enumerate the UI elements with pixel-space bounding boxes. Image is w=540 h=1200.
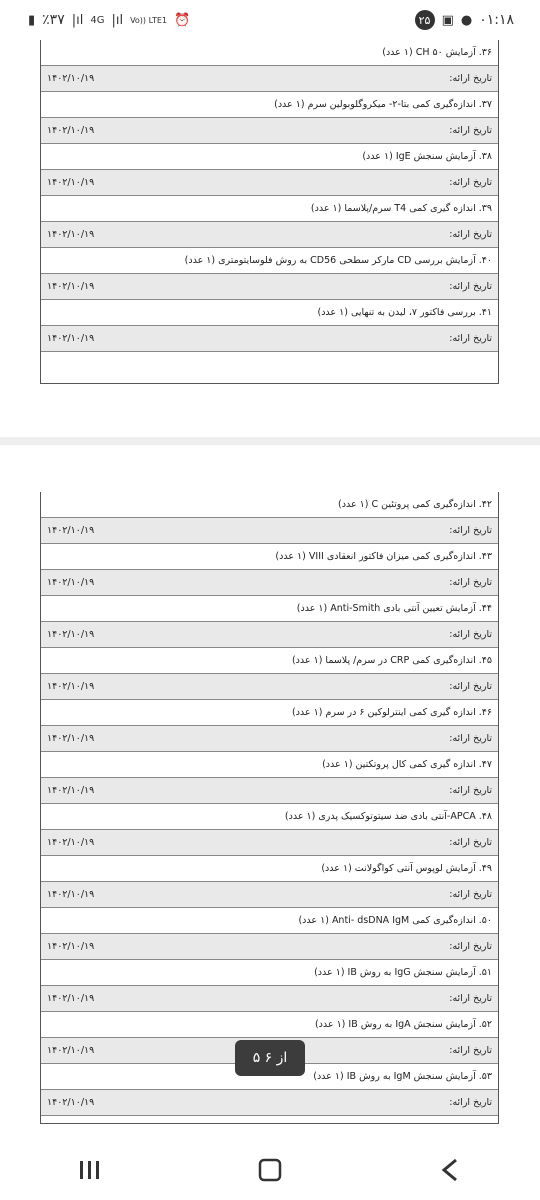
test-item: [41, 92, 498, 118]
test-item: [41, 648, 498, 674]
status-left: [28, 12, 190, 28]
test-item: [41, 40, 498, 66]
test-item-text: ۴۷. اندازه گیری کمی کال پروتکتین (۱ عدد): [322, 759, 492, 770]
battery-level: ٪۳۷: [42, 12, 65, 28]
battery-icon: ▮: [28, 12, 36, 28]
date-row: [41, 778, 498, 804]
signal-icon: |ıl: [71, 12, 84, 28]
date-label: تاریخ ارائه:: [449, 281, 492, 292]
test-item: [41, 804, 498, 830]
notification-badge: ۲۵: [415, 10, 435, 30]
date-label: تاریخ ارائه:: [449, 629, 492, 640]
back-icon: [438, 1157, 462, 1183]
date-label: تاریخ ارائه:: [449, 889, 492, 900]
test-item: [41, 752, 498, 778]
test-item-text: ۴۹. آزمایش لوپوس آنتی کواگولانت (۱ عدد): [321, 863, 492, 874]
test-item-text: ۳۷. اندازه‌گیری کمی بتا-۲- میکروگلوبولین سرم (۱ عدد): [274, 99, 492, 110]
date-value: ۱۴۰۲/۱۰/۱۹: [47, 1045, 95, 1056]
test-item: [41, 300, 498, 326]
date-value: ۱۴۰۲/۱۰/۱۹: [47, 941, 95, 952]
date-label: تاریخ ارائه:: [449, 229, 492, 240]
date-row: [41, 326, 498, 352]
date-label: تاریخ ارائه:: [449, 73, 492, 84]
date-label: تاریخ ارائه:: [449, 681, 492, 692]
date-row: [41, 622, 498, 648]
test-item-text: ۴۰. آزمایش بررسی CD مارکر سطحی CD56 به روش فلوسایتومتری (۱ عدد): [184, 255, 492, 266]
date-label: تاریخ ارائه:: [449, 1097, 492, 1108]
date-row: [41, 882, 498, 908]
date-label: تاریخ ارائه:: [449, 733, 492, 744]
date-value: ۱۴۰۲/۱۰/۱۹: [47, 837, 95, 848]
alarm-icon: ⏰: [173, 12, 191, 28]
date-row: [41, 830, 498, 856]
test-item-text: ۳۹. اندازه گیری کمی T4 سرم/پلاسما (۱ عدد): [310, 203, 492, 214]
date-value: ۱۴۰۲/۱۰/۱۹: [47, 125, 95, 136]
test-item-text: ۴۱. بررسی فاکتور ۷، لیدن به تنهایی (۱ عدد): [317, 307, 492, 318]
test-item-text: ۴۲. اندازه‌گیری کمی پروتئین C (۱ عدد): [338, 499, 492, 510]
date-value: ۱۴۰۲/۱۰/۱۹: [47, 577, 95, 588]
test-item: [41, 700, 498, 726]
test-item-text: ۳۶. آزمایش ۵۰ CH (۱ عدد): [382, 47, 492, 58]
date-value: ۱۴۰۲/۱۰/۱۹: [47, 525, 95, 536]
test-item: [41, 492, 498, 518]
date-value: ۱۴۰۲/۱۰/۱۹: [47, 229, 95, 240]
document-page-1: [40, 40, 499, 384]
back-button[interactable]: [420, 1150, 480, 1190]
page-indicator: ۵ از ۶: [235, 1040, 305, 1076]
document-page-2: [40, 492, 499, 1124]
date-row: [41, 222, 498, 248]
test-item: [41, 856, 498, 882]
date-row: [41, 66, 498, 92]
date-row: [41, 674, 498, 700]
date-label: تاریخ ارائه:: [449, 785, 492, 796]
date-row: [41, 934, 498, 960]
date-value: ۱۴۰۲/۱۰/۱۹: [47, 681, 95, 692]
date-value: ۱۴۰۲/۱۰/۱۹: [47, 177, 95, 188]
test-item-text: ۴۵. اندازه‌گیری کمی CRP در سرم/ پلاسما (۱ عدد): [291, 655, 492, 666]
date-label: تاریخ ارائه:: [449, 837, 492, 848]
volte-label: Vo)) LTE1: [130, 15, 167, 25]
date-label: تاریخ ارائه:: [449, 941, 492, 952]
date-label: تاریخ ارائه:: [449, 333, 492, 344]
date-row: [41, 1090, 498, 1116]
test-item-text: ۳۸. آزمایش سنجش IgE (۱ عدد): [362, 151, 492, 162]
network-label: 4G: [90, 14, 105, 26]
date-label: تاریخ ارائه:: [449, 1045, 492, 1056]
date-value: ۱۴۰۲/۱۰/۱۹: [47, 1097, 95, 1108]
date-label: تاریخ ارائه:: [449, 577, 492, 588]
home-icon: [257, 1157, 283, 1183]
recent-apps-button[interactable]: [60, 1150, 120, 1190]
test-item-text: ۴۶. اندازه گیری کمی اینترلوکین ۶ در سرم (۱ عدد): [291, 707, 492, 718]
status-right: [415, 10, 514, 30]
date-value: ۱۴۰۲/۱۰/۱۹: [47, 333, 95, 344]
date-value: ۱۴۰۲/۱۰/۱۹: [47, 281, 95, 292]
test-item-text: ۵۲. آزمایش سنجش IgA به روش IB (۱ عدد): [314, 1019, 492, 1030]
date-value: ۱۴۰۲/۱۰/۱۹: [47, 629, 95, 640]
date-value: ۱۴۰۲/۱۰/۱۹: [47, 73, 95, 84]
page-separator: [0, 437, 540, 445]
date-value: ۱۴۰۲/۱۰/۱۹: [47, 733, 95, 744]
date-row: [41, 518, 498, 544]
date-label: تاریخ ارائه:: [449, 993, 492, 1004]
date-value: ۱۴۰۲/۱۰/۱۹: [47, 993, 95, 1004]
date-label: تاریخ ارائه:: [449, 177, 492, 188]
date-row: [41, 118, 498, 144]
date-row: [41, 570, 498, 596]
date-row: [41, 274, 498, 300]
image-icon: ▣: [441, 12, 454, 28]
test-item-text: ۵۳. آزمایش سنجش IgM به روش IB (۱ عدد): [313, 1071, 492, 1082]
nav-bar: [0, 1140, 540, 1200]
test-item: [41, 144, 498, 170]
test-item-text: ۵۰. اندازه‌گیری کمی Anti- dsDNA IgM (۱ عدد): [298, 915, 492, 926]
test-item: [41, 596, 498, 622]
test-item: [41, 248, 498, 274]
test-item: [41, 960, 498, 986]
test-item: [41, 1012, 498, 1038]
status-bar: [0, 0, 540, 40]
date-label: تاریخ ارائه:: [449, 125, 492, 136]
date-value: ۱۴۰۲/۱۰/۱۹: [47, 785, 95, 796]
home-button[interactable]: [240, 1150, 300, 1190]
clock: ۰۱:۱۸: [479, 12, 514, 28]
test-item-text: ۴۳. اندازه‌گیری کمی میزان فاکتور انعقادی VIII (۱ عدد): [275, 551, 492, 562]
test-item: [41, 196, 498, 222]
date-row: [41, 170, 498, 196]
recents-icon: [78, 1159, 102, 1181]
signal-icon-2: |ıl: [111, 12, 124, 28]
test-item: [41, 544, 498, 570]
test-item-text: ۴۸. APCA-آنتی بادی ضد سیتوتوکسیک پدری (۱ عدد): [284, 811, 492, 822]
date-row: [41, 986, 498, 1012]
test-item-text: ۵۱. آزمایش سنجش IgG به روش IB (۱ عدد): [314, 967, 492, 978]
date-value: ۱۴۰۲/۱۰/۱۹: [47, 889, 95, 900]
test-item: [41, 908, 498, 934]
test-item-text: ۴۴. آزمایش تعیین آنتی بادی Anti-Smith (۱ عدد): [296, 603, 492, 614]
date-label: تاریخ ارائه:: [449, 525, 492, 536]
person-icon: ●: [460, 12, 473, 28]
date-row: [41, 726, 498, 752]
